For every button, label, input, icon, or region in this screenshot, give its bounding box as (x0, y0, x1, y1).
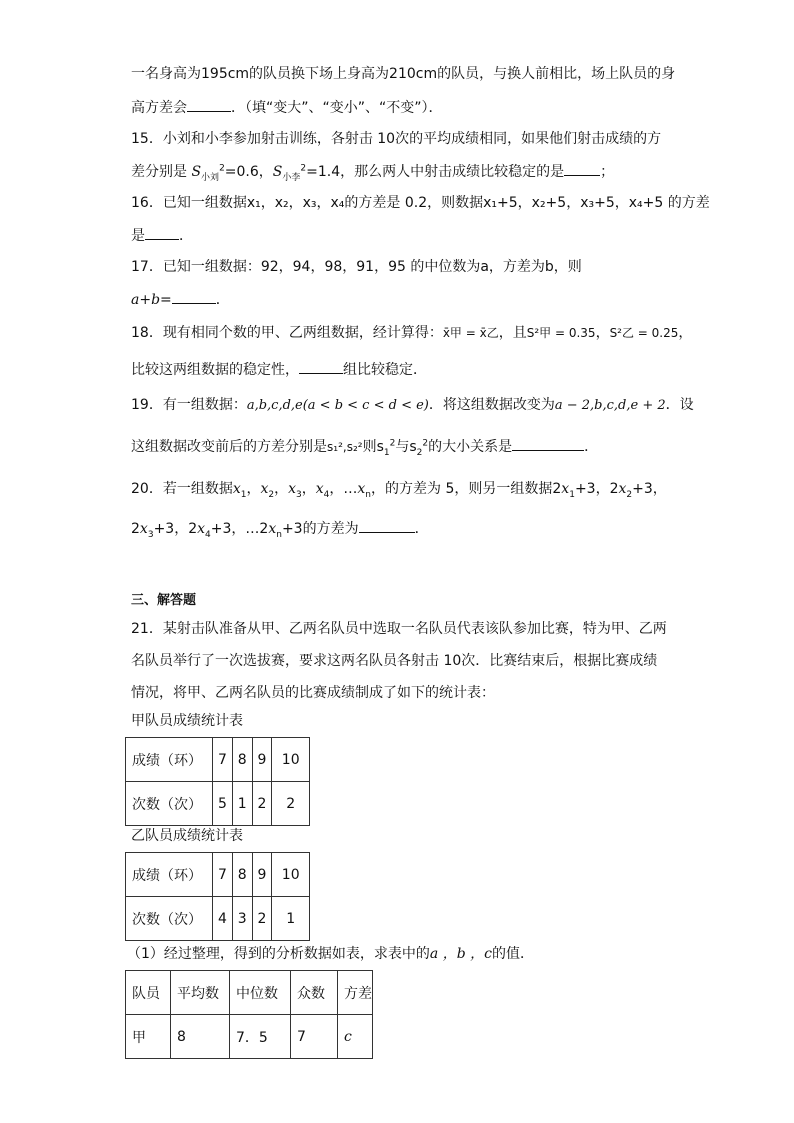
table-cell: 9 (252, 738, 272, 782)
table-cell: 次数（次） (126, 897, 213, 941)
answer-blank (187, 97, 231, 112)
answer-blank (172, 289, 216, 304)
table-cell: 10 (272, 853, 310, 897)
table-cell: 7 (213, 738, 233, 782)
table-cell: 队员 (126, 971, 171, 1015)
table-cell: 7 (213, 853, 233, 897)
table-cell: 9 (252, 853, 272, 897)
section-heading: 三、解答题 (131, 593, 197, 608)
table-a (125, 737, 310, 826)
table-b-title: 乙队员成绩统计表 (131, 828, 243, 844)
table-cell: 中位数 (230, 971, 291, 1015)
answer-blank (359, 518, 415, 533)
table-cell: 甲 (126, 1015, 171, 1059)
answer-blank (564, 161, 600, 176)
table-row (126, 853, 310, 897)
q14-line1: 一名身高为195cm的队员换下场上身高为210cm的队员，与换人前相比，场上队员的身 (131, 66, 676, 82)
table-cell: c (338, 1015, 373, 1059)
table-cell: 2 (272, 782, 310, 826)
q15-line1: 15．小刘和小李参加射击训练，各射击 10次的平均成绩相同，如果他们射击成绩的方 (131, 131, 662, 147)
q17-line1: 17．已知一组数据：92，94，98，91，95 的中位数为a，方差为b，则 (131, 259, 582, 275)
table-cell: 7．5 (230, 1015, 291, 1059)
table-cell: 8 (232, 853, 252, 897)
table-cell: 4 (213, 897, 233, 941)
table-cell: 1 (272, 897, 310, 941)
table-cell: 平均数 (171, 971, 230, 1015)
q20-line1: 20．若一组数据$x_1$，$x_2$，$x_3$，$x_4$，$\dots x_n$，的方差为 5，则另一组数据$2x_1+3$，$2x_2+3$， (131, 481, 667, 500)
table-row (126, 1015, 373, 1059)
table-cell: 2 (252, 897, 272, 941)
q17-line2: a+b= ． (131, 289, 230, 310)
table-row (126, 897, 310, 941)
table-cell: 8 (232, 738, 252, 782)
q20-line2: $2x_3+3$，$2x_4+3$，$\dots 2x_n+3$的方差为 ． (131, 518, 429, 539)
table-cell: 成绩（环） (126, 853, 213, 897)
table-row (126, 782, 310, 826)
table-cell: 1 (232, 782, 252, 826)
table-cell: 众数 (291, 971, 338, 1015)
q16-line2: 是 ． (131, 225, 193, 246)
answer-blank (145, 225, 179, 240)
answer-blank (299, 359, 343, 374)
q21-line2: 名队员举行了一次选拔赛，要求这两名队员各射击 10次．比赛结束后，根据比赛成绩 (131, 653, 658, 669)
table-row (126, 971, 373, 1015)
q15-line2: 差分别是 $S_{小刘}^2=0.6$，$S_{小李}^2=1.4$，那么两人中射击成绩比较稳定的是 ； (131, 161, 614, 182)
table-cell: 方差 (338, 971, 373, 1015)
q19-line2: 这组数据改变前后的方差分别是s₁²,s₂²则$s_1^2$与$s_2^2$的大小关系是 ． (131, 436, 598, 457)
table-cell: 3 (232, 897, 252, 941)
table-c (125, 970, 373, 1059)
table-row (126, 738, 310, 782)
table-cell: 5 (213, 782, 233, 826)
table-cell: 10 (272, 738, 310, 782)
table-a-title: 甲队员成绩统计表 (131, 713, 243, 729)
table-cell: 7 (291, 1015, 338, 1059)
q18-line1: 18．现有相同个数的甲、乙两组数据，经计算得：x̄甲 = x̄乙，且S²甲 = 0.35，S²乙 = 0.25， (131, 325, 693, 341)
q14-line2: 高方差会 ．（填“变大”、“变小”、“不变”）． (131, 97, 443, 118)
table-cell: 次数（次） (126, 782, 213, 826)
table-cell: 2 (252, 782, 272, 826)
q21-line1: 21．某射击队准备从甲、乙两名队员中选取一名队员代表该队参加比赛，特为甲、乙两 (131, 621, 667, 637)
answer-blank (512, 436, 584, 451)
table-cell: 成绩（环） (126, 738, 213, 782)
q16-line1: 16．已知一组数据x₁，x₂，x₃，x₄的方差是 0.2，则数据x₁+5，x₂+5，x₃+5，x₄+5 的方差 (131, 195, 710, 211)
q19-line1: 19．有一组数据：a,b,c,d,e(a < b < c < d < e)．将这组数据改变为a − 2,b,c,d,e + 2．设 (131, 397, 694, 413)
q21-line3: 情况，将甲、乙两名队员的比赛成绩制成了如下的统计表： (131, 685, 495, 701)
table-b (125, 852, 310, 941)
table-cell: 8 (171, 1015, 230, 1059)
q21-part1: （1）经过整理，得到的分析数据如表，求表中的a ，b ，c的值． (127, 946, 534, 962)
q18-line2: 比较这两组数据的稳定性， 组比较稳定． (131, 359, 427, 380)
